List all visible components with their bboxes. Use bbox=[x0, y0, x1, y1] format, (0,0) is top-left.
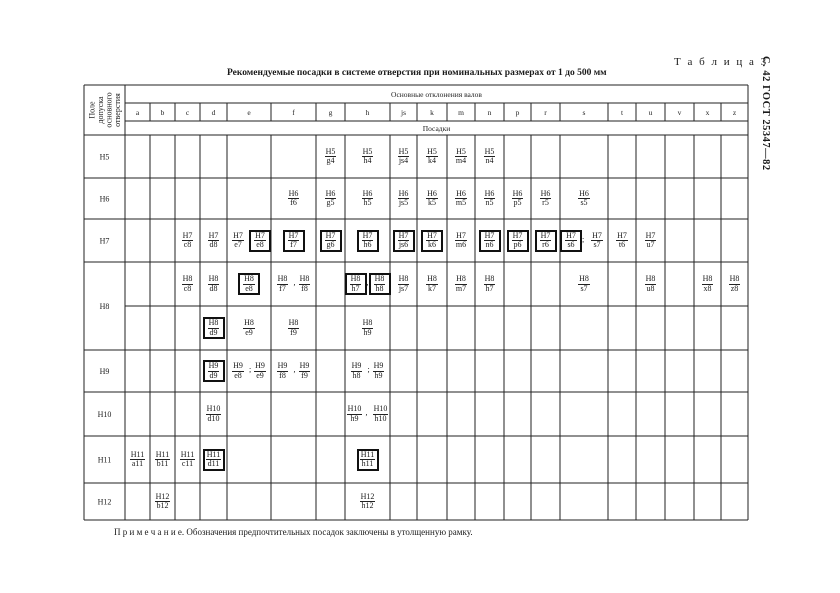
fit-denominator: e8 bbox=[256, 240, 264, 249]
fit-h6-p5 bbox=[507, 189, 529, 209]
fit-h7-m6 bbox=[450, 231, 472, 251]
fit-h9-f9 bbox=[294, 361, 316, 381]
fit-numerator: H9 bbox=[373, 361, 384, 370]
fit-denominator: x8 bbox=[703, 283, 712, 293]
row-label-H11: H11 bbox=[97, 455, 112, 465]
fit-h7-s6 bbox=[560, 230, 585, 252]
fit-numerator: H5 bbox=[456, 146, 466, 156]
fit-numerator: H6 bbox=[579, 188, 589, 198]
fit-h6-f6 bbox=[283, 189, 305, 209]
fit-denominator: d11 bbox=[207, 459, 220, 468]
fit-numerator: H8 bbox=[374, 274, 385, 283]
fit-denominator: m5 bbox=[455, 198, 467, 207]
fit-h5-h4 bbox=[357, 147, 379, 167]
fit-numerator: H7 bbox=[512, 230, 523, 240]
shaft-deviations-header: Основные отклонения валов bbox=[391, 90, 482, 99]
corner-header bbox=[87, 92, 122, 127]
fit-numerator: H7 bbox=[540, 230, 551, 240]
fit-numerator: H7 bbox=[484, 230, 495, 240]
fit-numerator: H8 bbox=[729, 274, 740, 283]
fit-h6-r5 bbox=[535, 189, 557, 209]
fit-separator: , bbox=[293, 365, 296, 374]
fit-numerator: H7 bbox=[398, 230, 409, 240]
fit-denominator: js5 bbox=[398, 198, 409, 207]
fit-h9-d9 bbox=[203, 360, 225, 382]
fit-numerator: H7 bbox=[255, 230, 265, 240]
fit-denominator: h11 bbox=[361, 459, 374, 468]
fit-denominator: u8 bbox=[646, 283, 655, 293]
corner-header-line: Поле bbox=[87, 101, 97, 119]
fit-denominator: h8 bbox=[375, 283, 384, 293]
column-label-t: t bbox=[620, 108, 624, 117]
fit-numerator: H8 bbox=[362, 318, 373, 327]
fit-h5-js4 bbox=[393, 147, 415, 167]
fit-numerator: H11 bbox=[180, 449, 195, 459]
fit-denominator: p5 bbox=[513, 198, 522, 207]
fit-numerator: H5 bbox=[362, 146, 373, 156]
fit-separator: ; bbox=[249, 365, 252, 374]
column-label-d: d bbox=[211, 108, 216, 117]
fit-h7-r6 bbox=[535, 230, 557, 252]
fit-denominator: e9 bbox=[245, 327, 253, 337]
fit-denominator: d9 bbox=[209, 327, 218, 337]
table-title: Рекомендуемые посадки в системе отверстия при номинальных размерах от 1 до 500 мм bbox=[227, 68, 607, 78]
fit-h9-h8 bbox=[346, 361, 368, 381]
row-label-H12: H12 bbox=[97, 497, 112, 507]
fit-h5-m4 bbox=[450, 147, 472, 167]
fit-denominator: h8 bbox=[352, 370, 361, 380]
fit-numerator: H9 bbox=[233, 361, 243, 370]
fit-numerator: H7 bbox=[427, 230, 437, 240]
fit-numerator: H11 bbox=[155, 449, 170, 459]
fit-numerator: H8 bbox=[244, 318, 254, 327]
fit-denominator: m6 bbox=[455, 240, 467, 249]
fit-numerator: H6 bbox=[325, 188, 336, 198]
row-label-H6: H6 bbox=[99, 194, 110, 204]
fit-h11-h11 bbox=[357, 449, 379, 471]
fit-numerator: H6 bbox=[512, 188, 523, 198]
fit-numerator: H7 bbox=[456, 230, 466, 240]
fit-denominator: f7 bbox=[279, 283, 286, 293]
fit-numerator: H6 bbox=[484, 188, 495, 198]
fit-numerator: H10 bbox=[373, 404, 388, 413]
column-label-js: js bbox=[400, 108, 407, 117]
table-note: П р и м е ч а н и е. Обозначения предпочтительных посадок заключены в утолщенную рамку. bbox=[114, 527, 473, 537]
fit-h5-k4 bbox=[421, 147, 443, 167]
column-label-k: k bbox=[430, 108, 434, 117]
fit-denominator: s7 bbox=[593, 240, 601, 249]
fit-h8-h9 bbox=[357, 318, 379, 338]
fit-denominator: js7 bbox=[398, 283, 409, 293]
fit-h9-e8 bbox=[227, 361, 252, 381]
fit-h7-s7 bbox=[586, 231, 608, 251]
fit-h8-z8 bbox=[724, 274, 746, 294]
fit-denominator: d10 bbox=[207, 413, 220, 423]
fit-denominator: z8 bbox=[730, 283, 739, 293]
fit-h10-h10 bbox=[370, 404, 392, 424]
fit-h7-c8 bbox=[177, 231, 199, 251]
fit-denominator: h9 bbox=[363, 327, 372, 337]
fit-numerator: H8 bbox=[456, 274, 466, 283]
fits-header: Посадки bbox=[422, 124, 451, 133]
fit-denominator: n4 bbox=[485, 156, 494, 165]
fit-denominator: f9 bbox=[290, 327, 297, 337]
fit-numerator: H5 bbox=[427, 146, 437, 156]
fit-numerator: H6 bbox=[362, 188, 373, 198]
fit-h9-f8 bbox=[272, 361, 294, 381]
fit-h6-g5 bbox=[320, 189, 342, 209]
fit-numerator: H7 bbox=[592, 230, 602, 240]
fit-denominator: g4 bbox=[326, 156, 335, 165]
fit-separator: ; bbox=[367, 365, 370, 374]
fit-h12-b12 bbox=[152, 492, 174, 512]
fit-h10-d10 bbox=[203, 404, 225, 424]
fit-h7-js6 bbox=[393, 230, 415, 252]
fit-numerator: H8 bbox=[244, 274, 254, 283]
column-label-g: g bbox=[328, 108, 333, 117]
fit-numerator: H9 bbox=[208, 361, 219, 370]
fit-numerator: H8 bbox=[350, 274, 361, 283]
fit-denominator: m7 bbox=[455, 283, 467, 293]
fit-numerator: H7 bbox=[645, 230, 656, 240]
fit-denominator: h10 bbox=[374, 413, 387, 423]
column-label-v: v bbox=[677, 108, 682, 117]
fit-denominator: js4 bbox=[398, 156, 409, 165]
fit-numerator: H5 bbox=[325, 146, 336, 156]
fit-denominator: c8 bbox=[183, 283, 192, 293]
fit-h12-h12 bbox=[357, 492, 379, 512]
fit-numerator: H7 bbox=[325, 230, 336, 240]
fit-h6-js5 bbox=[393, 189, 415, 209]
fit-h6-s5 bbox=[573, 189, 595, 209]
fit-denominator: e9 bbox=[256, 370, 264, 380]
fit-denominator: k7 bbox=[428, 283, 436, 293]
fit-numerator: H7 bbox=[233, 230, 243, 240]
fit-numerator: H12 bbox=[360, 491, 375, 501]
fit-denominator: r6 bbox=[542, 240, 549, 249]
fit-h5-g4 bbox=[320, 147, 342, 167]
fit-denominator: k4 bbox=[428, 156, 436, 165]
fit-denominator: f8 bbox=[279, 370, 286, 380]
corner-header-line: отверстия bbox=[112, 93, 122, 127]
fit-denominator: e8 bbox=[234, 370, 242, 380]
fit-denominator: h6 bbox=[363, 240, 372, 249]
fit-denominator: k6 bbox=[428, 240, 436, 249]
fit-h9-h9 bbox=[368, 361, 390, 381]
fit-denominator: h7 bbox=[351, 283, 360, 293]
fit-numerator: H8 bbox=[299, 274, 310, 283]
fit-numerator: H9 bbox=[255, 361, 265, 370]
fit-denominator: e8 bbox=[245, 283, 253, 293]
fit-denominator: f6 bbox=[290, 198, 297, 207]
fit-numerator: H6 bbox=[540, 188, 551, 198]
row-label-H9: H9 bbox=[99, 367, 110, 376]
fit-separator: ; bbox=[582, 234, 585, 244]
fit-h6-n5 bbox=[479, 189, 501, 209]
fit-h7-p6 bbox=[507, 230, 529, 252]
column-label-p: p bbox=[515, 108, 520, 117]
column-label-s: s bbox=[582, 108, 586, 117]
fit-denominator: h9 bbox=[350, 413, 359, 423]
fit-numerator: H7 bbox=[362, 230, 373, 240]
table-number-label: Т а б л и ц а 3 bbox=[674, 56, 769, 68]
fit-h7-k6 bbox=[421, 230, 443, 252]
row-label-H7: H7 bbox=[99, 236, 110, 246]
fit-denominator: h4 bbox=[363, 156, 372, 165]
column-label-f: f bbox=[292, 108, 295, 117]
page-reference: С. 42 ГОСТ 25347—82 bbox=[760, 56, 771, 171]
fit-denominator: c8 bbox=[183, 240, 192, 249]
fit-denominator: m4 bbox=[455, 156, 467, 165]
fit-h7-g6 bbox=[320, 230, 342, 252]
column-label-r: r bbox=[544, 108, 547, 117]
fit-h11-a11 bbox=[127, 450, 149, 470]
fit-h8-h8 bbox=[366, 273, 391, 295]
fit-denominator: f9 bbox=[301, 370, 308, 380]
row-label-H5: H5 bbox=[99, 152, 110, 162]
fit-denominator: f7 bbox=[290, 240, 297, 249]
fit-numerator: H8 bbox=[398, 274, 409, 283]
fit-h8-k7 bbox=[421, 274, 443, 294]
fit-denominator: n6 bbox=[485, 240, 494, 249]
fit-h8-f7 bbox=[272, 274, 294, 294]
fit-numerator: H8 bbox=[208, 318, 219, 327]
row-label-H10: H10 bbox=[97, 410, 112, 419]
fit-h7-e8 bbox=[249, 230, 271, 252]
fit-h6-k5 bbox=[421, 189, 443, 209]
fit-numerator: H8 bbox=[579, 274, 589, 283]
fit-h8-u8 bbox=[640, 274, 662, 294]
fit-h6-h5 bbox=[357, 189, 379, 209]
fit-h7-u7 bbox=[640, 231, 662, 251]
column-label-u: u bbox=[648, 108, 653, 117]
fit-numerator: H6 bbox=[427, 188, 437, 198]
fit-numerator: H11 bbox=[130, 449, 145, 459]
fit-denominator: u7 bbox=[646, 240, 655, 249]
fit-numerator: H7 bbox=[288, 230, 299, 240]
fit-denominator: b11 bbox=[156, 459, 169, 468]
fit-denominator: c11 bbox=[181, 459, 194, 468]
fit-separator: , bbox=[293, 278, 296, 287]
fit-h8-e9 bbox=[238, 318, 260, 338]
fit-numerator: H8 bbox=[645, 274, 656, 283]
fit-h11-d11 bbox=[203, 449, 225, 471]
fit-numerator: H5 bbox=[484, 146, 495, 156]
fit-denominator: s6 bbox=[567, 240, 575, 249]
fit-h6-m5 bbox=[450, 189, 472, 209]
fit-h8-e8 bbox=[238, 273, 260, 295]
fit-h7-t6 bbox=[611, 231, 633, 251]
fit-denominator: d8 bbox=[209, 283, 218, 293]
fit-h8-m7 bbox=[450, 274, 472, 294]
fit-h9-e9 bbox=[249, 361, 271, 381]
column-label-a: a bbox=[135, 108, 140, 117]
fit-denominator: s5 bbox=[580, 198, 588, 207]
fit-denominator: d9 bbox=[209, 370, 218, 380]
fit-denominator: h5 bbox=[363, 198, 372, 207]
column-label-z: z bbox=[732, 108, 737, 117]
fit-numerator: H9 bbox=[299, 361, 310, 370]
fit-numerator: H7 bbox=[208, 230, 219, 240]
fit-numerator: H9 bbox=[351, 361, 362, 370]
fit-h11-c11 bbox=[177, 450, 199, 470]
fit-h8-x8 bbox=[697, 274, 719, 294]
fit-h5-n4 bbox=[479, 147, 501, 167]
fit-denominator: e7 bbox=[234, 240, 242, 249]
fit-h7-f7 bbox=[283, 230, 305, 252]
corner-header-line: допуска bbox=[95, 96, 105, 124]
fit-h7-d8 bbox=[203, 231, 225, 251]
fit-denominator: a11 bbox=[131, 459, 144, 468]
fit-h8-d9 bbox=[203, 317, 225, 339]
fit-numerator: H8 bbox=[277, 274, 288, 283]
fit-denominator: t6 bbox=[618, 240, 626, 249]
fit-denominator: h12 bbox=[361, 501, 374, 510]
fit-numerator: H10 bbox=[206, 404, 221, 413]
fit-numerator: H8 bbox=[427, 274, 437, 283]
fit-numerator: H6 bbox=[288, 188, 299, 198]
fit-separator: , bbox=[365, 408, 368, 417]
fit-h8-f8 bbox=[294, 274, 316, 294]
column-label-m: m bbox=[458, 108, 464, 117]
column-label-x: x bbox=[705, 108, 710, 117]
fit-h8-c8 bbox=[177, 274, 199, 294]
column-label-n: n bbox=[487, 108, 492, 117]
fit-denominator: h9 bbox=[374, 370, 383, 380]
fit-h8-d8 bbox=[203, 274, 225, 294]
fit-denominator: s7 bbox=[580, 283, 588, 293]
fit-h10-h9 bbox=[344, 404, 366, 424]
fit-h8-s7 bbox=[573, 274, 595, 294]
fit-numerator: H11 bbox=[206, 449, 221, 459]
fit-numerator: H8 bbox=[484, 274, 495, 283]
fit-numerator: H6 bbox=[398, 188, 409, 198]
fit-h11-b11 bbox=[152, 450, 174, 470]
fit-numerator: H8 bbox=[182, 274, 193, 283]
fit-numerator: H8 bbox=[208, 274, 219, 283]
fit-numerator: H8 bbox=[702, 274, 713, 283]
fit-denominator: js6 bbox=[398, 240, 409, 249]
fit-h7-n6 bbox=[479, 230, 501, 252]
fit-separator: , bbox=[249, 234, 251, 244]
fit-numerator: H6 bbox=[456, 188, 466, 198]
fit-h8-h7 bbox=[479, 274, 501, 294]
fit-denominator: b12 bbox=[156, 501, 169, 510]
fit-numerator: H9 bbox=[277, 361, 288, 370]
fit-numerator: H5 bbox=[398, 146, 409, 156]
row-label-H8: H8 bbox=[99, 302, 110, 311]
fit-denominator: h7 bbox=[485, 283, 494, 293]
fit-numerator: H7 bbox=[182, 230, 193, 240]
fit-numerator: H8 bbox=[288, 318, 299, 327]
corner-header-line: основного bbox=[104, 92, 114, 128]
column-label-b: b bbox=[160, 108, 165, 117]
column-label-h: h bbox=[365, 108, 370, 117]
fit-h8-f9 bbox=[283, 318, 305, 338]
fit-denominator: n5 bbox=[485, 198, 494, 207]
fit-denominator: g6 bbox=[326, 240, 335, 249]
fit-h7-h6 bbox=[357, 230, 379, 252]
fit-numerator: H12 bbox=[155, 491, 170, 501]
fit-denominator: f8 bbox=[301, 283, 308, 293]
fit-denominator: d8 bbox=[209, 240, 218, 249]
fit-h8-h7 bbox=[345, 273, 367, 295]
fit-numerator: H7 bbox=[566, 230, 576, 240]
fit-denominator: k5 bbox=[428, 198, 436, 207]
fit-numerator: H10 bbox=[347, 404, 362, 413]
column-label-c: c bbox=[185, 108, 190, 117]
fit-denominator: g5 bbox=[326, 198, 335, 207]
fit-h8-js7 bbox=[393, 274, 415, 294]
fit-denominator: p6 bbox=[513, 240, 522, 249]
column-label-e: e bbox=[247, 108, 251, 117]
fit-numerator: H11 bbox=[360, 449, 375, 459]
fit-h7-e7 bbox=[227, 231, 249, 251]
fit-denominator: r5 bbox=[542, 198, 549, 207]
fit-numerator: H7 bbox=[617, 230, 627, 240]
fit-separator: , bbox=[366, 278, 369, 287]
